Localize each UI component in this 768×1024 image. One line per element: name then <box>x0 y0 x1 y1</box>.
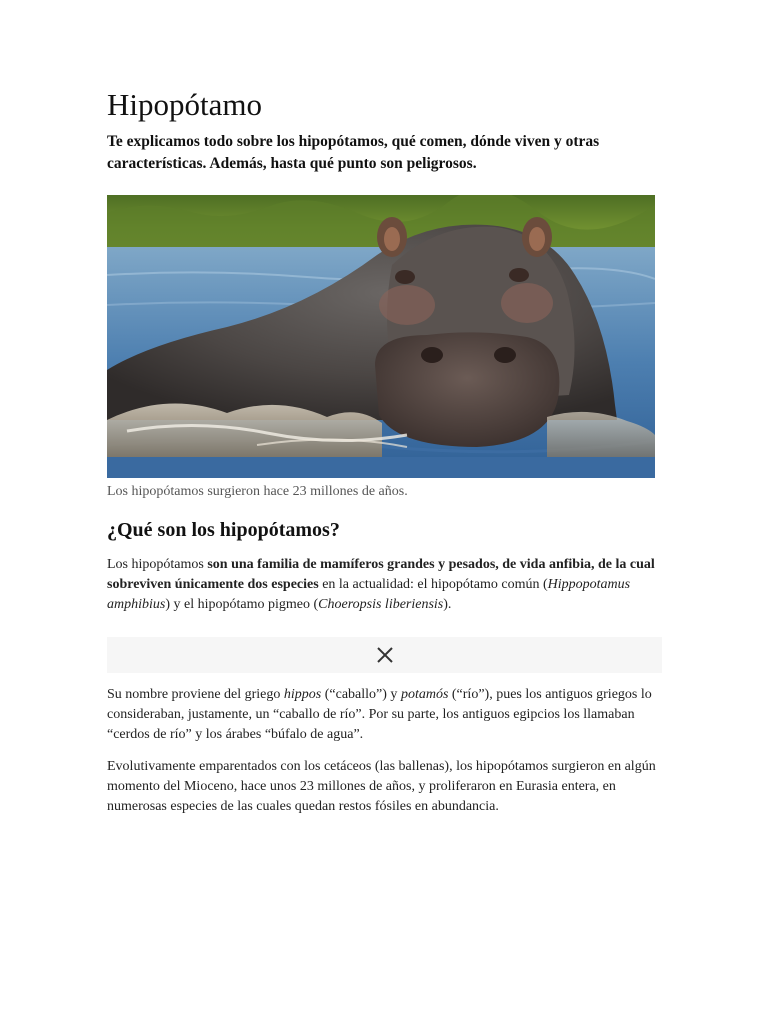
p1-text-1: Los hipopótamos <box>107 557 208 573</box>
p2-italic-2: potamós <box>400 687 449 703</box>
article-lead: Te explicamos todo sobre los hipopótamos, qué comen, dónde viven y otras características. Además, hasta qué punto son peligrosos. <box>107 133 600 173</box>
image-caption: Los hipopótamos surgieron hace 23 millones de años. <box>107 484 408 500</box>
paragraph-2 <box>107 685 662 745</box>
paragraph-3: Evolutivamente emparentados con los cetáceos (las ballenas), los hipopótamos surgieron en algún momento del Mioceno, hace unos 23 millones de años, y proliferaron en Eurasia entera, en numerosas especies de las cuales quedan restos fósiles en abundancia. <box>107 759 656 815</box>
p1-text-4: ). <box>443 597 452 613</box>
article <box>107 86 662 817</box>
ad-banner <box>107 637 662 673</box>
p1-text-2: en la actualidad: el hipopótamo común ( <box>318 577 548 593</box>
p2-text-1: Su nombre proviene del griego <box>107 687 284 703</box>
close-icon[interactable] <box>375 645 395 665</box>
p2-italic-1: hippos <box>283 687 322 703</box>
p1-italic-1: Hippopotamus amphibius <box>107 577 631 613</box>
section-heading: ¿Qué son los hipopótamos? <box>107 519 340 542</box>
p2-text-3: (“río”), pues los antiguos griegos lo consideraban, justamente, un “caballo de río”. Por su parte, los antiguos egipcios los llamaban “cerdos de río” y los árabes “búfalo de agua”. <box>107 687 652 743</box>
paragraph-1 <box>107 555 662 615</box>
p1-bold: son una familia de mamíferos grandes y pesados, de vida anfibia, de la cual sobreviven únicamente dos especies <box>107 557 655 593</box>
p2-text-2: (“caballo”) y <box>321 687 401 703</box>
p1-italic-2: Choeropsis liberiensis <box>318 597 444 613</box>
p1-text-3: ) y el hipopótamo pigmeo ( <box>165 597 319 613</box>
article-title: Hipopótamo <box>107 87 262 122</box>
hippo-photo <box>107 195 655 478</box>
